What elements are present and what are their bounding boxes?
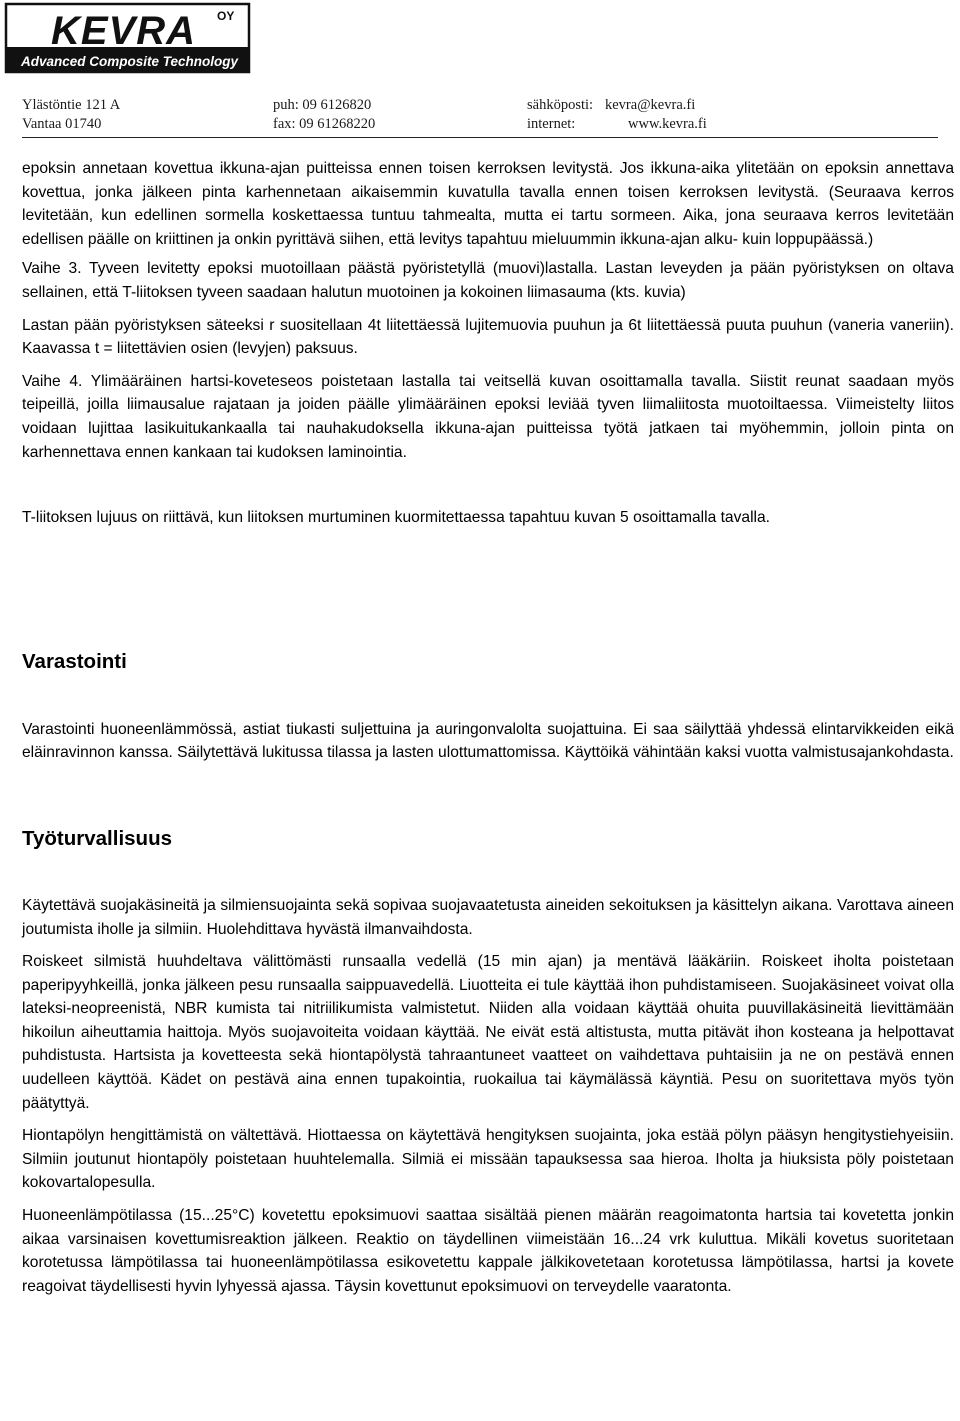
- paragraph-lastan-paa: Lastan pään pyöristyksen säteeksi r suositellaan 4t liitettäessä lujitemuovia puuhun ja 6t liitettäessä puuta puuhun (vaneria vaneriin). Kaavassa t = liitettävien osien (levyjen) paksuus.: [22, 316, 954, 358]
- paragraph-t-liitos-lujuus: T-liitoksen lujuus on riittävä, kun liitoksen murtuminen kuormitettaessa tapahtuu kuvan 5 osoittamalla tavalla.: [22, 509, 771, 527]
- paragraph-vaihe-4: Vaihe 4. Ylimääräinen hartsi-koveteseos poistetaan lastalla tai veitsellä kuvan osoittamalla tavalla. Siistit reunat saadaan myös teipeillä, joilla liimausalue rajataan ja joiden päälle ylimääräinen epoksi leviää tyven liimaliitosta muotoiltaessa. Viimeistelty liitos voidaan lujittaa lasikuitukankaalla tai nauhakudoksella ikkuna-ajan puitteissa työtä jatkaen tai myöhemmin, jolloin pinta on karhennettava ennen kankaan tai kudoksen laminointia.: [22, 372, 954, 461]
- paragraph-suojakasineet: Käytettävä suojakäsineitä ja silmiensuojainta sekä sopivaa suojavaatetusta aineiden sekoituksen ja käsittelyn aikana. Varottava aineen joutumista iholle ja silmiin. Huolehdittava hyvästä ilmanvaihdosta.: [22, 896, 954, 938]
- paragraph-vaihe-3: Vaihe 3. Tyveen levitetty epoksi muotoillaan päästä pyöristetyllä (muovi)lastalla. Lastan leveyden ja pään pyöristyksen on oltava sellainen, että T-liitoksen tyveen saadaan halutun muotoinen ja kokoinen liimasauma (kts. kuvia): [22, 260, 954, 301]
- web-label: internet:: [527, 116, 576, 132]
- email-label: sähköposti:: [527, 97, 594, 113]
- web-address[interactable]: www.kevra.fi: [628, 116, 707, 132]
- paragraph-huoneenlampotila: Huoneenlämpötilassa (15...25°C) kovetettu epoksimuovi saattaa sisältää pienen määrän reagoimatonta hartsia tai kovetetta jonkin aikaa varsinaisen kovettumisreaktion jälkeen. Reaktio on täydellinen viimeistään 16...24 vrk kuluttua. Mikäli kovetus suoritetaan korotetussa lämpötilassa tai huoneenlämpötilassa esikovetettu kappale jälkikovetetaan korotetussa lämpötilassa, hartsi ja kovete reagoivat täydellisesti hyvin lyhyessä ajassa. Täysin kovettunut epoksimuovi on terveydelle vaaratonta.: [22, 1207, 954, 1295]
- fax-number: fax: 09 61268220: [273, 116, 376, 132]
- paragraph-ikkuna-aika: epoksin annetaan kovettua ikkuna-ajan puitteissa ennen toisen kerroksen levitystä. Jos ikkuna-aika ylitetään on epoksin annettava kovettua, jonka jälkeen pinta karhennetaan aikaisemmin kuvatulla tavalla ennen toisen kerroksen levitystä. (Seuraava kerros levitetään, kun edellinen sormella koskettaessa tuntuu tahmealta, mutta ei tartu sormeen. Aika, jona seuraava kerros levitetään edellisen päälle on kriittinen ja onkin pyrittävä siihen, että levitys tapahtuu mieluummin ikkuna-ajan alku- kuin loppupäässä.): [22, 160, 954, 248]
- contact-row-1: [22, 97, 942, 116]
- contact-block: [22, 97, 942, 135]
- logo-oy: OY: [217, 9, 235, 23]
- address-city: Vantaa 01740: [22, 116, 102, 132]
- paragraph-varastointi: Varastointi huoneenlämmössä, astiat tiukasti suljettuina ja auringonvalolta suojattuina. Ei saa säilyttää yhdessä elintarvikkeiden eikä eläinravinnon kanssa. Säilytettävä lukitussa tilassa ja lasten ulottumattomissa. Käyttöikä vähintään kaksi vuotta valmistusajankohdasta.: [22, 720, 954, 762]
- paragraph-hiontapoly: Hiontapölyn hengittämistä on vältettävä. Hiottaessa on käytettävä hengityksen suojainta, joka estää pölyn pääsyn hengitystiehyeisiin. Silmiin joutunut hiontapöly poistetaan huuhtelemalla. Silmiä ei missään tapauksessa saa hieroa. Iholta ja hiuksista pöly poistetaan kokovartalopesulla.: [22, 1127, 954, 1192]
- contact-row-2: [22, 116, 942, 135]
- kevra-logo: [3, 0, 253, 76]
- document-body: [22, 157, 954, 1298]
- email-address[interactable]: kevra@kevra.fi: [605, 97, 696, 113]
- heading-tyoturvallisuus: Työturvallisuus: [22, 826, 172, 850]
- heading-varastointi: Varastointi: [22, 649, 127, 673]
- paragraph-roiskeet: Roiskeet silmistä huuhdeltava välittömästi runsaalla vedellä (15 min ajan) ja mentävä lääkäriin. Roiskeet iholta poistetaan paperipyyhkeillä, jonka jälkeen pesu runsaalla saippuavedellä. Liuotteita ei tule käyttää ihon puhdistamiseen. Suojakäsineet voivat olla lateksi-neopreenistä, NBR kumista tai nitriilikumista valmistetut. Niiden alla voidaan käyttää ohuita puuvillakäsineitä lievittämään hikoilun aiheuttamia haittoja. Myös suojavoiteita voidaan käyttää. Ne eivät estä altistusta, mutta pitävät ihon kosteana ja helpottavat puhdistusta. Hartsista ja kovetteesta sekä hiontapölystä tahraantuneet vaatteet on vaihdettava puhtaisiin ja ne on pestävä ennen uudelleen käyttöä. Kädet on pestävä aina ennen tupakointia, ruokailua tai käymälässä käyntiä. Pesu on suoritettava myös työn päätyttyä.: [22, 953, 954, 1112]
- phone-number: puh: 09 6126820: [273, 97, 372, 113]
- logo-wordmark: KEVRA: [51, 9, 197, 53]
- header-divider: [22, 137, 938, 138]
- logo-tagline: Advanced Composite Technology: [21, 54, 239, 69]
- address-street: Ylästöntie 121 A: [22, 97, 121, 113]
